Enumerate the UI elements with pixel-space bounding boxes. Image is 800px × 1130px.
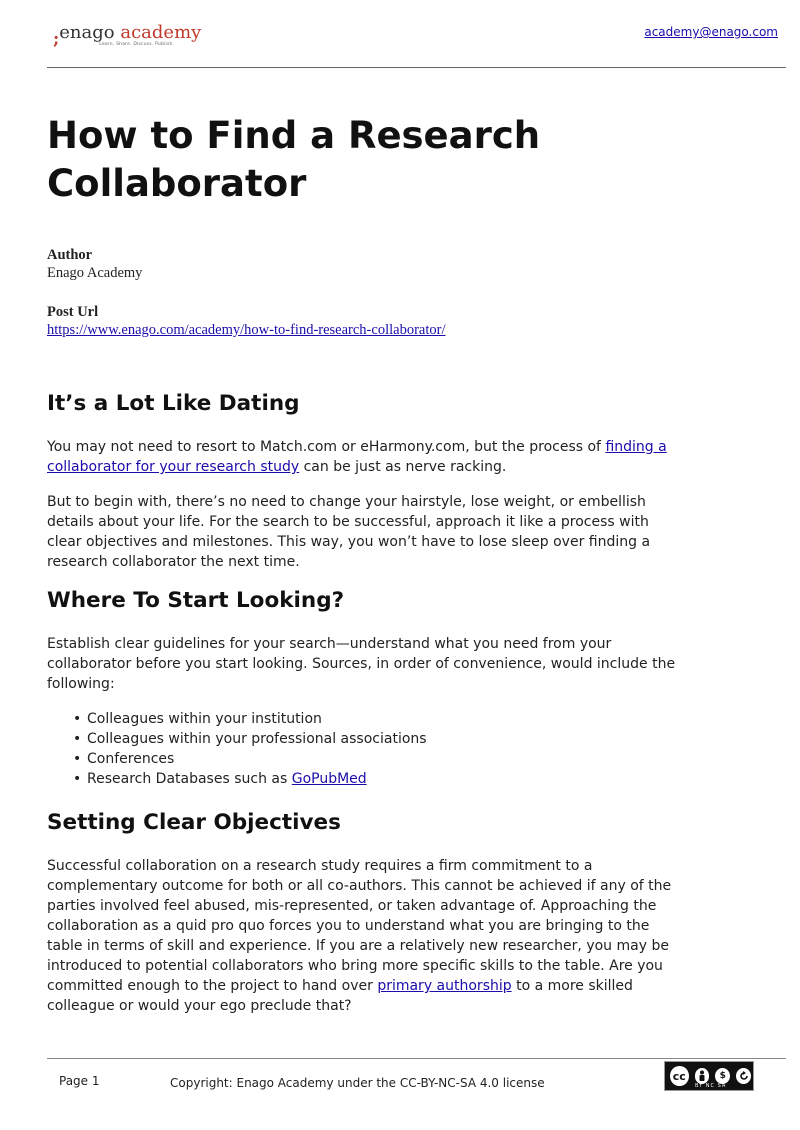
post-url-link[interactable]: https://www.enago.com/academy/how-to-find-research-collaborator/ [47,322,446,338]
text-run: You may not need to resort to Match.com or eHarmony.com, but the process of [47,439,606,455]
bullet-icon: • [73,771,82,787]
paragraph-objectives [47,856,677,1016]
logo-text [59,23,201,47]
meta-spacer [47,282,445,303]
list-item [73,749,677,769]
text-run: can be just as nerve racking. [299,459,507,475]
list-item [73,729,677,749]
bullet-icon: • [73,711,82,727]
logo-enago: enago [59,22,115,43]
enago-academy-logo[interactable] [53,23,201,49]
person-glyph [697,1070,707,1082]
page-header [47,18,786,68]
bullet-icon: • [73,751,82,767]
text-run: Successful collaboration on a research study requires a firm commitment to a complementary outcome for both or all co-authors. This cannot be achieved if any of the parties involved feel abused, mis-represented, or taken advantage of. Approaching the collaboration as a quid pro quo forces you to understand what you are bringing to the table in terms of skill and experience. If you are a relatively new researcher, you may be introduced to potential collaborators who bring more specific skills to the table. Are you committed enough to the project to hand over [47,858,672,994]
footer-divider [47,1058,786,1059]
gopubmed-link[interactable]: GoPubMed [291,771,367,787]
paragraph-dating-1 [47,437,677,477]
logo-name [59,23,201,43]
finding-collaborator-link[interactable]: finding a collaborator for your research study [47,439,667,475]
article-meta [47,246,445,339]
header-divider [47,67,786,68]
logo-academy: academy [120,22,202,43]
paragraph-start-looking: Establish clear guidelines for your search—understand what you need from your collaborator before you start looking. Sources, in order of convenience, would include the following: [47,636,676,692]
list-item [73,769,677,789]
article-body [47,390,677,1031]
logo-mark-icon: ; [53,29,59,49]
section-heading-dating: It’s a Lot Like Dating [47,391,300,416]
cc-icon: cc [668,1064,691,1088]
header-email-link[interactable]: academy@enago.com [644,25,778,39]
list-item-text: Colleagues within your professional associations [87,731,427,747]
logo-tagline: Learn. Share. Discuss. Publish. [99,42,175,47]
author-value: Enago Academy [47,265,143,281]
bullet-icon: • [73,731,82,747]
sa-share-icon [734,1066,753,1086]
copyright-text: Copyright: Enago Academy under the CC-BY-NC-SA 4.0 license [170,1076,545,1090]
share-alike-glyph [738,1070,750,1082]
list-item-text: Research Databases such as [87,771,292,787]
list-item-text: Conferences [87,751,175,767]
paragraph-dating-2: But to begin with, there’s no need to change your hairstyle, lose weight, or embellish details about your life. For the search to be successful, approach it like a process with clear objectives and milestones. This way, you won’t have to lose sleep over finding a research collaborator the next time. [47,494,651,570]
sources-list [47,709,677,789]
list-item-text: Colleagues within your institution [87,711,322,727]
page-number: Page 1 [59,1074,100,1088]
author-label: Author [47,247,93,263]
cc-license-badge[interactable] [664,1061,754,1091]
primary-authorship-link[interactable]: primary authorship [377,978,512,994]
cc-labels: BY NC SA [695,1083,727,1089]
section-heading-objectives: Setting Clear Objectives [47,810,341,835]
nc-dollar-icon: $ [713,1066,732,1086]
page-footer [47,1058,786,1098]
post-url-label: Post Url [47,304,99,320]
page-title: How to Find a Research Collaborator [47,114,541,205]
section-heading-start-looking: Where To Start Looking? [47,588,345,613]
list-item [73,709,677,729]
text-run: to a more skilled colleague or would your ego preclude that? [47,978,633,1014]
